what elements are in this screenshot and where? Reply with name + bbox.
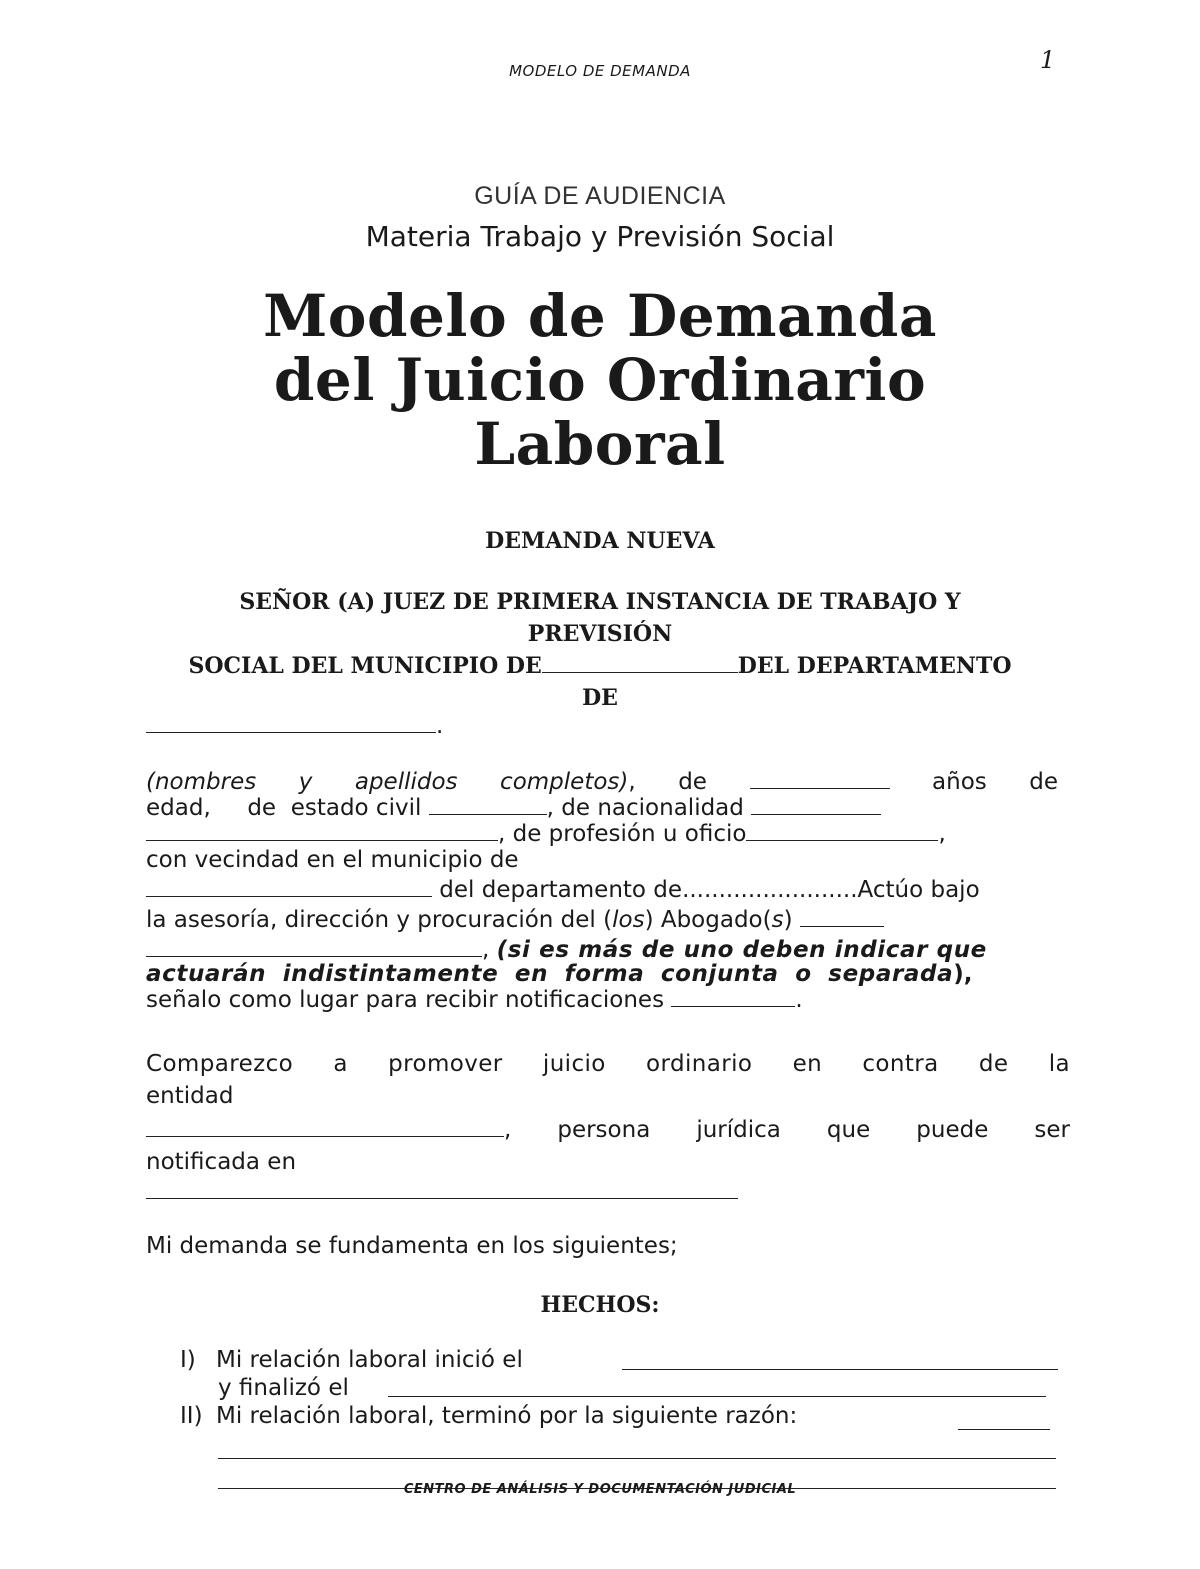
- los-label: los: [612, 907, 645, 933]
- hecho-item-2: [180, 1402, 1060, 1430]
- entidad-blank[interactable]: [146, 1135, 504, 1137]
- notificaciones-period: .: [795, 987, 803, 1013]
- hechos-heading: HECHOS:: [540, 1292, 660, 1318]
- intro-line1: [146, 768, 1058, 796]
- nacionalidad-blank[interactable]: [751, 813, 881, 815]
- departamento-blank[interactable]: [146, 731, 436, 733]
- guide-title: GUÍA DE AUDIENCIA: [474, 182, 726, 210]
- hecho-1-number: I): [180, 1347, 196, 1373]
- nacionalidad-cont-blank[interactable]: [146, 839, 498, 841]
- comparezco-line3: [146, 1114, 1070, 1146]
- edad-label: edad,: [146, 795, 211, 821]
- asesoria-label: la asesoría, dirección y procuración del (: [146, 907, 613, 933]
- addressee-departamento-label: DEL DEPARTAMENTO: [737, 653, 1012, 679]
- page-number: 1: [1040, 46, 1056, 74]
- note-line-a: (si es más de uno deben indicar que: [496, 937, 987, 963]
- comparezco-paragraph: [146, 1048, 1070, 1178]
- notificaciones-label: señalo como lugar para recibir notificaciones: [146, 987, 665, 1013]
- intro-line9: [146, 986, 1058, 1014]
- demand-new-heading: DEMANDA NUEVA: [485, 528, 715, 554]
- estado-civil-blank[interactable]: [429, 813, 547, 815]
- hechos-list: [180, 1346, 1060, 1430]
- hecho-1-text: Mi relación laboral inició el: [216, 1347, 523, 1373]
- main-title-line2: del Juicio Ordinario: [273, 346, 927, 414]
- de-label: de: [1029, 769, 1059, 795]
- departamento-dots: ........................: [682, 877, 858, 903]
- intro-line8: [146, 960, 1058, 988]
- subject-title: Materia Trabajo y Previsión Social: [365, 220, 835, 253]
- age-blank[interactable]: [750, 787, 890, 789]
- intro-line2: [146, 794, 1058, 822]
- hecho-item-1-cont: [180, 1374, 1060, 1402]
- intro-line4: con vecindad en el municipio de: [146, 847, 519, 873]
- comparezco-line2: entidad: [146, 1083, 234, 1109]
- profesion-comma: ,: [938, 821, 946, 847]
- abogado-blank[interactable]: [800, 925, 884, 927]
- addressee-line2: PREVISIÓN: [527, 621, 673, 647]
- comparezco-line1: Comparezco a promover juicio ordinario en contra de la: [146, 1051, 1070, 1077]
- abogado-close: ): [783, 907, 793, 933]
- main-title-line3: Laboral: [474, 410, 726, 478]
- addressee-municipio-label: SOCIAL DEL MUNICIPIO DE: [188, 653, 542, 679]
- note-end: ),: [953, 961, 973, 987]
- comparezco-line4: notificada en: [146, 1149, 297, 1175]
- main-title-line1: Modelo de Demanda: [263, 282, 937, 350]
- departamento-period: .: [436, 713, 444, 739]
- vecindad-blank[interactable]: [146, 895, 432, 897]
- years-label: años: [932, 769, 987, 795]
- finalizo-blank[interactable]: [388, 1396, 1046, 1397]
- razon-blank[interactable]: [958, 1429, 1050, 1430]
- intro-line3: [146, 820, 1058, 848]
- note-line-b: actuarán indistintamente en forma conjunta o separada: [146, 961, 954, 987]
- hecho-2-text: Mi relación laboral, terminó por la siguiente razón:: [216, 1403, 798, 1429]
- notificaciones-blank[interactable]: [671, 1005, 795, 1007]
- departamento-label: del departamento de: [432, 877, 683, 903]
- nacionalidad-label: , de nacionalidad: [546, 795, 744, 821]
- intro-paragraph: [146, 768, 1058, 1014]
- persona-juridica-label: , persona jurídica que puede ser: [504, 1117, 1070, 1143]
- municipio-blank[interactable]: [542, 671, 738, 673]
- estado-civil-label: estado civil: [290, 795, 422, 821]
- addressee-line4: DE: [582, 685, 618, 711]
- s-label: s: [771, 907, 784, 933]
- notificada-blank[interactable]: [146, 1198, 738, 1199]
- hecho-1-cont-text: y finalizó el: [218, 1375, 349, 1401]
- abogado-label: ) Abogado(: [644, 907, 772, 933]
- footer-text: CENTRO DE ANÁLISIS Y DOCUMENTACIÓN JUDICIAL: [403, 1482, 797, 1497]
- departamento-line: [146, 712, 443, 740]
- intro-line5: [146, 876, 1058, 904]
- profesion-label: , de profesión u oficio: [498, 821, 747, 847]
- main-title: [0, 284, 1200, 476]
- header-title: MODELO DE DEMANDA: [509, 62, 691, 80]
- intro-de-label: , de: [628, 769, 707, 795]
- addressee: [140, 586, 1060, 714]
- profesion-blank[interactable]: [746, 839, 938, 841]
- hecho-2-number: II): [180, 1403, 203, 1429]
- addressee-line1: SEÑOR (A) JUEZ DE PRIMERA INSTANCIA DE TRABAJO Y: [239, 589, 961, 615]
- names-placeholder: (nombres y apellidos completos): [146, 769, 629, 795]
- de2-label: de: [247, 795, 277, 821]
- actuo-label: Actúo bajo: [857, 877, 980, 903]
- abogado-comma: ,: [482, 937, 490, 963]
- razon-cont-blank-1[interactable]: [218, 1458, 1056, 1459]
- fundamento-text: Mi demanda se fundamenta en los siguientes;: [146, 1233, 678, 1259]
- addressee-line3: [140, 650, 1060, 682]
- inicio-blank[interactable]: [622, 1369, 1058, 1370]
- intro-line6: [146, 906, 1058, 934]
- abogado-cont-blank[interactable]: [146, 955, 482, 957]
